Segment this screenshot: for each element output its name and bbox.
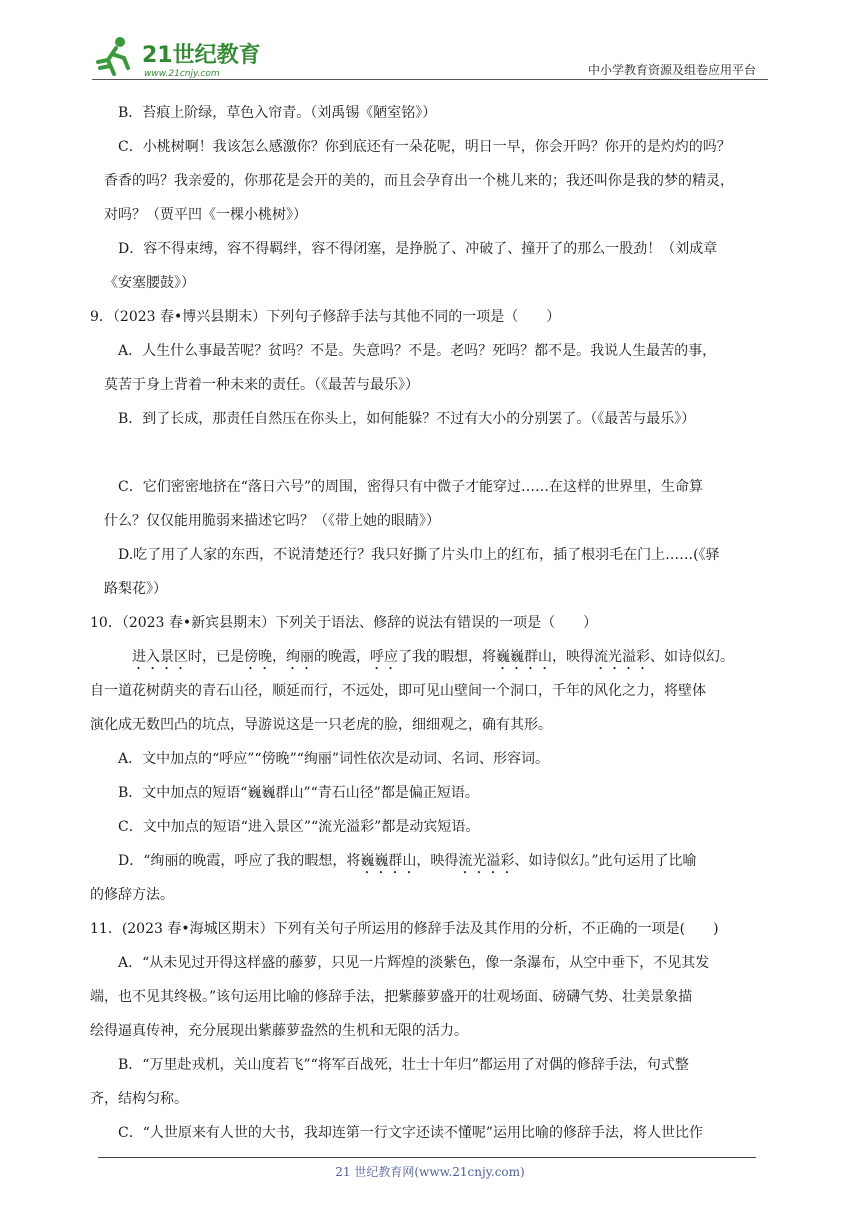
dotted-phrase: 流光溢彩 xyxy=(458,853,515,869)
text-line: 什么？仅仅能用脆弱来描述它吗？（《带上她的眼睛》） xyxy=(104,513,440,529)
runner-icon xyxy=(98,37,128,74)
option-line: D．“绚丽的晚霞，呼应了我的暇想，将巍巍群山，映得流光溢彩、如诗似幻。”此句运用了比喻 xyxy=(118,853,697,869)
footer-rule xyxy=(98,1157,756,1158)
option-line: D．容不得束缚，容不得羁绊，容不得闭塞，是挣脱了、冲破了、撞开了的那么一股劲！（刘成章 xyxy=(118,241,718,257)
logo-main: 21世纪教育 xyxy=(142,43,261,68)
dotted-phrase: 巍巍群山 xyxy=(360,853,417,869)
spacer xyxy=(104,436,764,470)
option-line: B．“万里赴戎机，关山度若飞”“将军百战死，壮士十年归”都运用了对偶的修辞手法，句式整 xyxy=(118,1057,689,1073)
option-line: B．到了长成，那责任自然压在你头上，如何能躲？不过有大小的分别罢了。（《最苦与最乐》） xyxy=(118,411,696,427)
text-line: 《安塞腰鼓》） xyxy=(104,275,195,291)
header-rule xyxy=(92,79,768,80)
page-footer: 21 世纪教育网(www.21cnjy.com) xyxy=(335,1165,525,1179)
option-line: A．人生什么事最苦呢？贫吗？不是。失意吗？不是。老吗？死吗？都不是。我说人生最苦的事， xyxy=(118,343,717,359)
option-line: B．苔痕上阶绿，草色入帘青。（刘禹锡《陋室铭》） xyxy=(118,105,437,121)
text-line: 莫苦于身上背着一种未来的责任。（《最苦与最乐》） xyxy=(104,377,419,393)
option-line: D.吃了用了人家的东西，不说清楚还行？我只好撕了片头巾上的红布，插了根羽毛在门上……(《驿 xyxy=(118,547,720,563)
question-11: 11．(2023 春•海城区期末）下列有关句子所运用的修辞手法及其作用的分析，不正确的一项是( ) xyxy=(90,921,719,937)
text-line: 香香的吗？我亲爱的，你那花是会开的美的，而且会孕育出一个桃儿来的；我还叫你是我的梦的精灵， xyxy=(104,173,734,189)
passage-line: 自一道花树荫夹的青石山径，顺延而行，不远处，即可见山壁间一个洞口，千年的风化之力，将壁体 xyxy=(90,683,706,699)
page-header xyxy=(0,0,860,90)
logo xyxy=(94,34,264,80)
passage-line: 进入景区时，已是傍晚，绚丽的晚霞，呼应了我的暇想，将巍巍群山，映得流光溢彩、如诗似幻。 xyxy=(132,649,734,665)
text-line: 路梨花》） xyxy=(104,581,167,597)
option-line: C．它们密密地挤在“落日六号”的周围，密得只有中微子才能穿过……在这样的世界里，生命算 xyxy=(118,479,704,495)
dotted-phrase: 绚丽 xyxy=(286,649,314,665)
dotted-phrase: 进入景区 xyxy=(132,649,188,665)
dotted-phrase: 巍巍群山 xyxy=(496,649,552,665)
text-line: 对吗？（贾平凹《一棵小桃树》） xyxy=(104,207,307,223)
logo-sub: www.21cnjy.com xyxy=(144,69,220,79)
text-line: 齐，结构匀称。 xyxy=(90,1091,188,1107)
question-10: 10．（2023 春•新宾县期末）下列关于语法、修辞的说法有错误的一项是（ ） xyxy=(90,615,598,631)
option-line: C．“人世原来有人世的大书，我却连第一行文字还读不懂呢”运用比喻的修辞手法，将人世比作 xyxy=(118,1125,704,1141)
text-line: 绘得逼真传神，充分展现出紫藤萝盎然的生机和无限的活力。 xyxy=(90,1023,468,1039)
question-9: 9．（2023 春•博兴县期末）下列句子修辞手法与其他不同的一项是（ ） xyxy=(90,309,561,325)
document-body xyxy=(90,96,764,1150)
text-line: 端，也不见其终极。”该句运用比喻的修辞手法，把紫藤萝盛开的壮观场面、磅礴气势、壮美景象描 xyxy=(90,989,693,1005)
option-line: A．“从未见过开得这样盛的藤萝，只见一片辉煌的淡紫色，像一条瀑布，从空中垂下，不见其发 xyxy=(118,955,710,971)
option-line: C．小桃树啊！我该怎么感激你？你到底还有一朵花呢，明日一早，你会开吗？你开的是灼灼的吗？ xyxy=(118,139,731,155)
option-line: C．文中加点的短语“进入景区”“流光溢彩”都是动宾短语。 xyxy=(118,819,480,835)
dotted-phrase: 傍晚 xyxy=(244,649,272,665)
option-line: B．文中加点的短语“巍巍群山”“青石山径”都是偏正短语。 xyxy=(118,785,479,801)
option-line: A．文中加点的“呼应”“傍晚”“绚丽”词性依次是动词、名词、形容词。 xyxy=(118,751,550,767)
passage-line: 演化成无数凹凸的坑点，导游说这是一只老虎的脸，细细观之，确有其形。 xyxy=(90,717,552,733)
text-line: 的修辞方法。 xyxy=(90,887,174,903)
platform-name: 中小学教育资源及组卷应用平台 xyxy=(587,63,756,77)
dotted-phrase: 呼应 xyxy=(370,649,398,665)
dotted-phrase: 流光溢彩 xyxy=(594,649,650,665)
